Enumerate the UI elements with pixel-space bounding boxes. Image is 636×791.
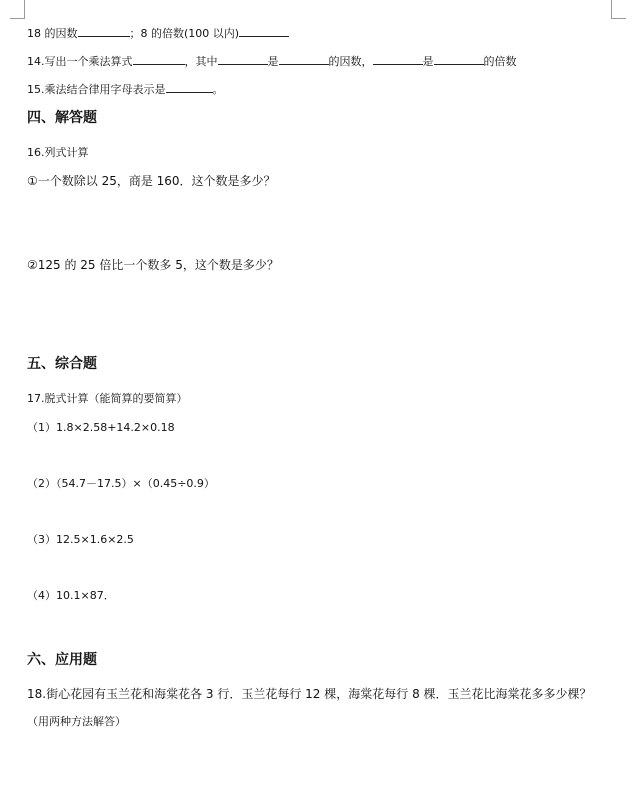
question-17-item: （2）（54.7－17.5）×（0.45÷0.9）: [27, 477, 215, 490]
question-16-title: 16.列式计算: [27, 146, 89, 159]
question-17-item: （4）10.1×87．: [27, 589, 115, 602]
section-heading: 五、综合题: [27, 356, 97, 372]
question-13-tail: [27, 25, 289, 42]
answer-blank[interactable]: [166, 81, 213, 93]
question-16-part-1: ①一个数除以 25，商是 160．这个数是多少？: [27, 174, 276, 188]
answer-blank[interactable]: [133, 53, 185, 65]
section-heading: 四、解答题: [27, 110, 97, 126]
q13-mid: ；8 的倍数(100 以内): [129, 27, 240, 40]
answer-blank[interactable]: [434, 53, 484, 65]
q14-text: 写出一个乘法算式: [44, 55, 133, 68]
q15-text: 乘法结合律用字母表示是: [44, 83, 166, 96]
section-heading: 六、应用题: [27, 652, 97, 668]
question-16-part-2: ②125 的 25 倍比一个数多 5，这个数是多少？: [27, 258, 279, 272]
q15-number: 15.: [27, 83, 45, 96]
question-14: [27, 53, 517, 70]
q14-text: ，其中: [184, 55, 218, 68]
page-corner-mark-left: [10, 0, 25, 19]
answer-blank[interactable]: [218, 53, 268, 65]
question-18-text: 18.街心花园有玉兰花和海棠花各 3 行．玉兰花每行 12 棵，海棠花每行 8 棵．玉兰花比海棠花多多少棵？: [27, 687, 592, 701]
answer-blank[interactable]: [373, 53, 423, 65]
question-18-note: （用两种方法解答）: [27, 715, 126, 728]
q15-text: 。: [212, 83, 224, 96]
q14-number: 14.: [27, 55, 45, 68]
q14-text: 是: [422, 55, 434, 68]
question-17-item: （1）1.8×2.58+14.2×0.18: [27, 421, 175, 434]
answer-blank[interactable]: [279, 53, 329, 65]
page-corner-mark-right: [611, 0, 626, 19]
question-17-title: 17.脱式计算（能简算的要简算）: [27, 392, 188, 405]
answer-blank[interactable]: [78, 25, 130, 37]
question-17-item: （3）12.5×1.6×2.5: [27, 533, 134, 546]
q13-prefix: 18 的因数: [27, 27, 78, 40]
question-15: [27, 81, 224, 98]
answer-blank[interactable]: [239, 25, 289, 37]
q14-text: 的因数，: [328, 55, 373, 68]
q14-text: 的倍数: [483, 55, 517, 68]
q14-text: 是: [267, 55, 279, 68]
